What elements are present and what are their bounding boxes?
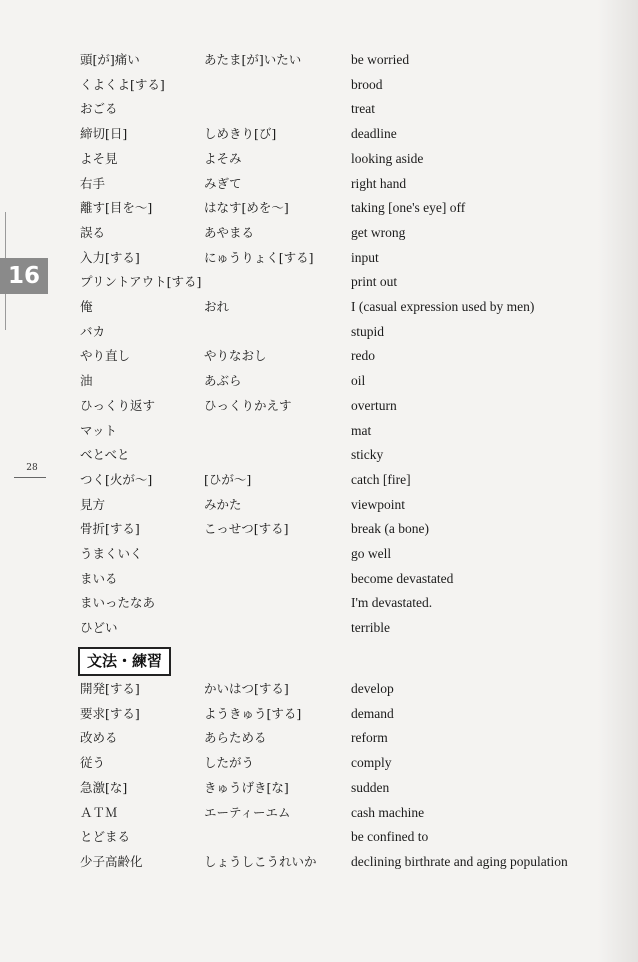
vocab-term: ＡＴＭ [80,804,118,820]
vocab-meaning: print out [351,274,398,290]
vocab-term: 従う [80,755,106,771]
vocab-meaning: declining birthrate and aging population [351,853,568,869]
vocab-meaning: be confined to [351,829,429,845]
vocab-meaning: sudden [351,779,390,795]
vocab-term: 入力[する] [80,249,140,265]
vocab-meaning: brood [351,76,383,92]
vocab-meaning: viewpoint [351,496,405,512]
vocab-meaning: overturn [351,397,397,413]
vocab-meaning: looking aside [351,150,424,166]
vocab-term: くよくよ[する] [80,76,165,92]
vocab-term: まいったなあ [80,595,156,611]
page-number: 28 [26,463,38,473]
vocab-meaning: input [351,249,379,265]
vocab-row [0,702,638,726]
vocab-meaning: I (casual expression used by men) [351,299,535,314]
vocab-meaning: I'm devastated. [351,595,433,611]
vocab-term: 急激[な] [80,779,128,795]
vocab-row [0,850,638,874]
vocab-term: 離す[目を〜] [80,200,153,216]
vocab-reading: ようきゅう[する] [204,705,302,721]
vocab-row [0,567,638,591]
vocab-row [0,616,638,640]
vocab-row [0,246,638,270]
vocab-term: とどまる [80,829,131,845]
vocab-reading: はなす[めを〜] [204,200,289,216]
vocab-reading: よそみ [204,150,242,166]
vocab-term: プリントアウト[する] [80,274,202,290]
vocab-reading: かいはつ[する] [204,681,289,696]
vocab-row [0,394,638,418]
vocab-term: 誤る [80,224,106,240]
vocab-reading: こっせつ[する] [204,521,289,537]
vocab-row [0,344,638,368]
vocab-reading: やりなおし [204,348,267,364]
vocab-term: ひどい [80,620,118,636]
vocab-row [0,122,638,146]
vocab-meaning: deadline [351,126,397,142]
vocab-reading: みかた [204,496,242,512]
vocab-reading: にゅうりょく[する] [204,249,314,265]
vocab-meaning: oil [351,373,366,389]
vocab-meaning: right hand [351,175,407,191]
vocab-reading: したがう [204,755,255,771]
vocab-meaning: become devastated [351,570,454,586]
vocab-row [0,493,638,517]
vocab-term: 見方 [80,496,106,512]
vocab-term: 締切[日] [80,126,128,142]
vocab-term: ひっくり返す [80,397,156,413]
vocab-term: うまくいく [80,546,143,561]
vocab-meaning: break (a bone) [351,521,429,537]
vocab-term: べとべと [80,447,130,463]
vocab-row [0,443,638,467]
vocab-term: バカ [80,323,106,339]
vocab-row [0,48,638,72]
vocab-term: やり直し [80,348,131,364]
vocab-meaning: go well [351,546,392,561]
chapter-tab: 16 [0,258,48,294]
vocab-meaning: redo [351,348,375,364]
vocab-reading: あたま[が]いたい [204,52,302,67]
vocab-term: 俺 [80,299,93,314]
vocab-meaning: catch [fire] [351,471,411,487]
vocab-reading: あらためる [204,730,267,746]
vocab-row [0,542,638,566]
vocab-row [0,221,638,245]
vocab-row [0,73,638,97]
vocab-term: つく[火が〜] [80,471,153,487]
vocab-term: よそ見 [80,150,118,166]
vocab-reading: おれ [204,299,230,314]
vocab-row [0,825,638,849]
vocab-row [0,751,638,775]
vocab-row [0,801,638,825]
vocab-term: 油 [80,373,93,389]
vocab-row [0,270,638,294]
vocab-term: 少子高齢化 [80,853,143,869]
vocab-term: 骨折[する] [80,521,140,537]
vocab-row [0,196,638,220]
vocab-meaning: stupid [351,323,385,339]
vocab-meaning: sticky [351,447,384,463]
vocab-row [0,419,638,443]
vocab-row [0,172,638,196]
vocab-row [0,677,638,701]
vocab-meaning: cash machine [351,804,425,820]
vocab-row [0,369,638,393]
grammar-section-title: 文法・練習 [78,647,171,676]
vocab-term: 右手 [80,175,106,191]
vocab-row [0,147,638,171]
vocab-meaning: mat [351,422,372,438]
vocab-meaning: treat [351,101,375,117]
vocab-reading: [ひが〜] [204,471,252,487]
vocab-row [0,776,638,800]
vocab-meaning: terrible [351,620,390,636]
vocab-reading: きゅうげき[な] [204,779,289,795]
vocab-row [0,320,638,344]
vocab-meaning: taking [one's eye] off [351,200,466,216]
vocab-term: 要求[する] [80,705,140,721]
vocab-reading: あやまる [204,224,255,240]
vocab-reading: あぶら [204,373,242,389]
vocab-meaning: comply [351,755,392,771]
vocab-reading: エーティーエム [204,804,291,820]
vocab-term: 改める [80,730,118,746]
vocab-term: 頭[が]痛い [80,52,140,67]
vocab-reading: しめきり[び] [204,126,277,142]
vocab-meaning: be worried [351,52,410,67]
vocab-reading: しょうしこうれいか [204,853,317,869]
vocab-term: まいる [80,570,118,586]
vocab-row [0,468,638,492]
vocab-row [0,591,638,615]
vocab-meaning: demand [351,705,394,721]
vocab-row [0,726,638,750]
vocab-meaning: get wrong [351,224,406,240]
vocab-row [0,517,638,541]
vocab-reading: みぎて [204,175,242,191]
vocab-row [0,295,638,319]
vocab-term: マット [80,422,118,438]
vocab-row [0,97,638,121]
vocab-term: 開発[する] [80,681,140,696]
vocab-meaning: develop [351,681,394,696]
vocab-term: おごる [80,101,118,117]
vocab-meaning: reform [351,730,388,746]
vocab-reading: ひっくりかえす [204,397,292,413]
